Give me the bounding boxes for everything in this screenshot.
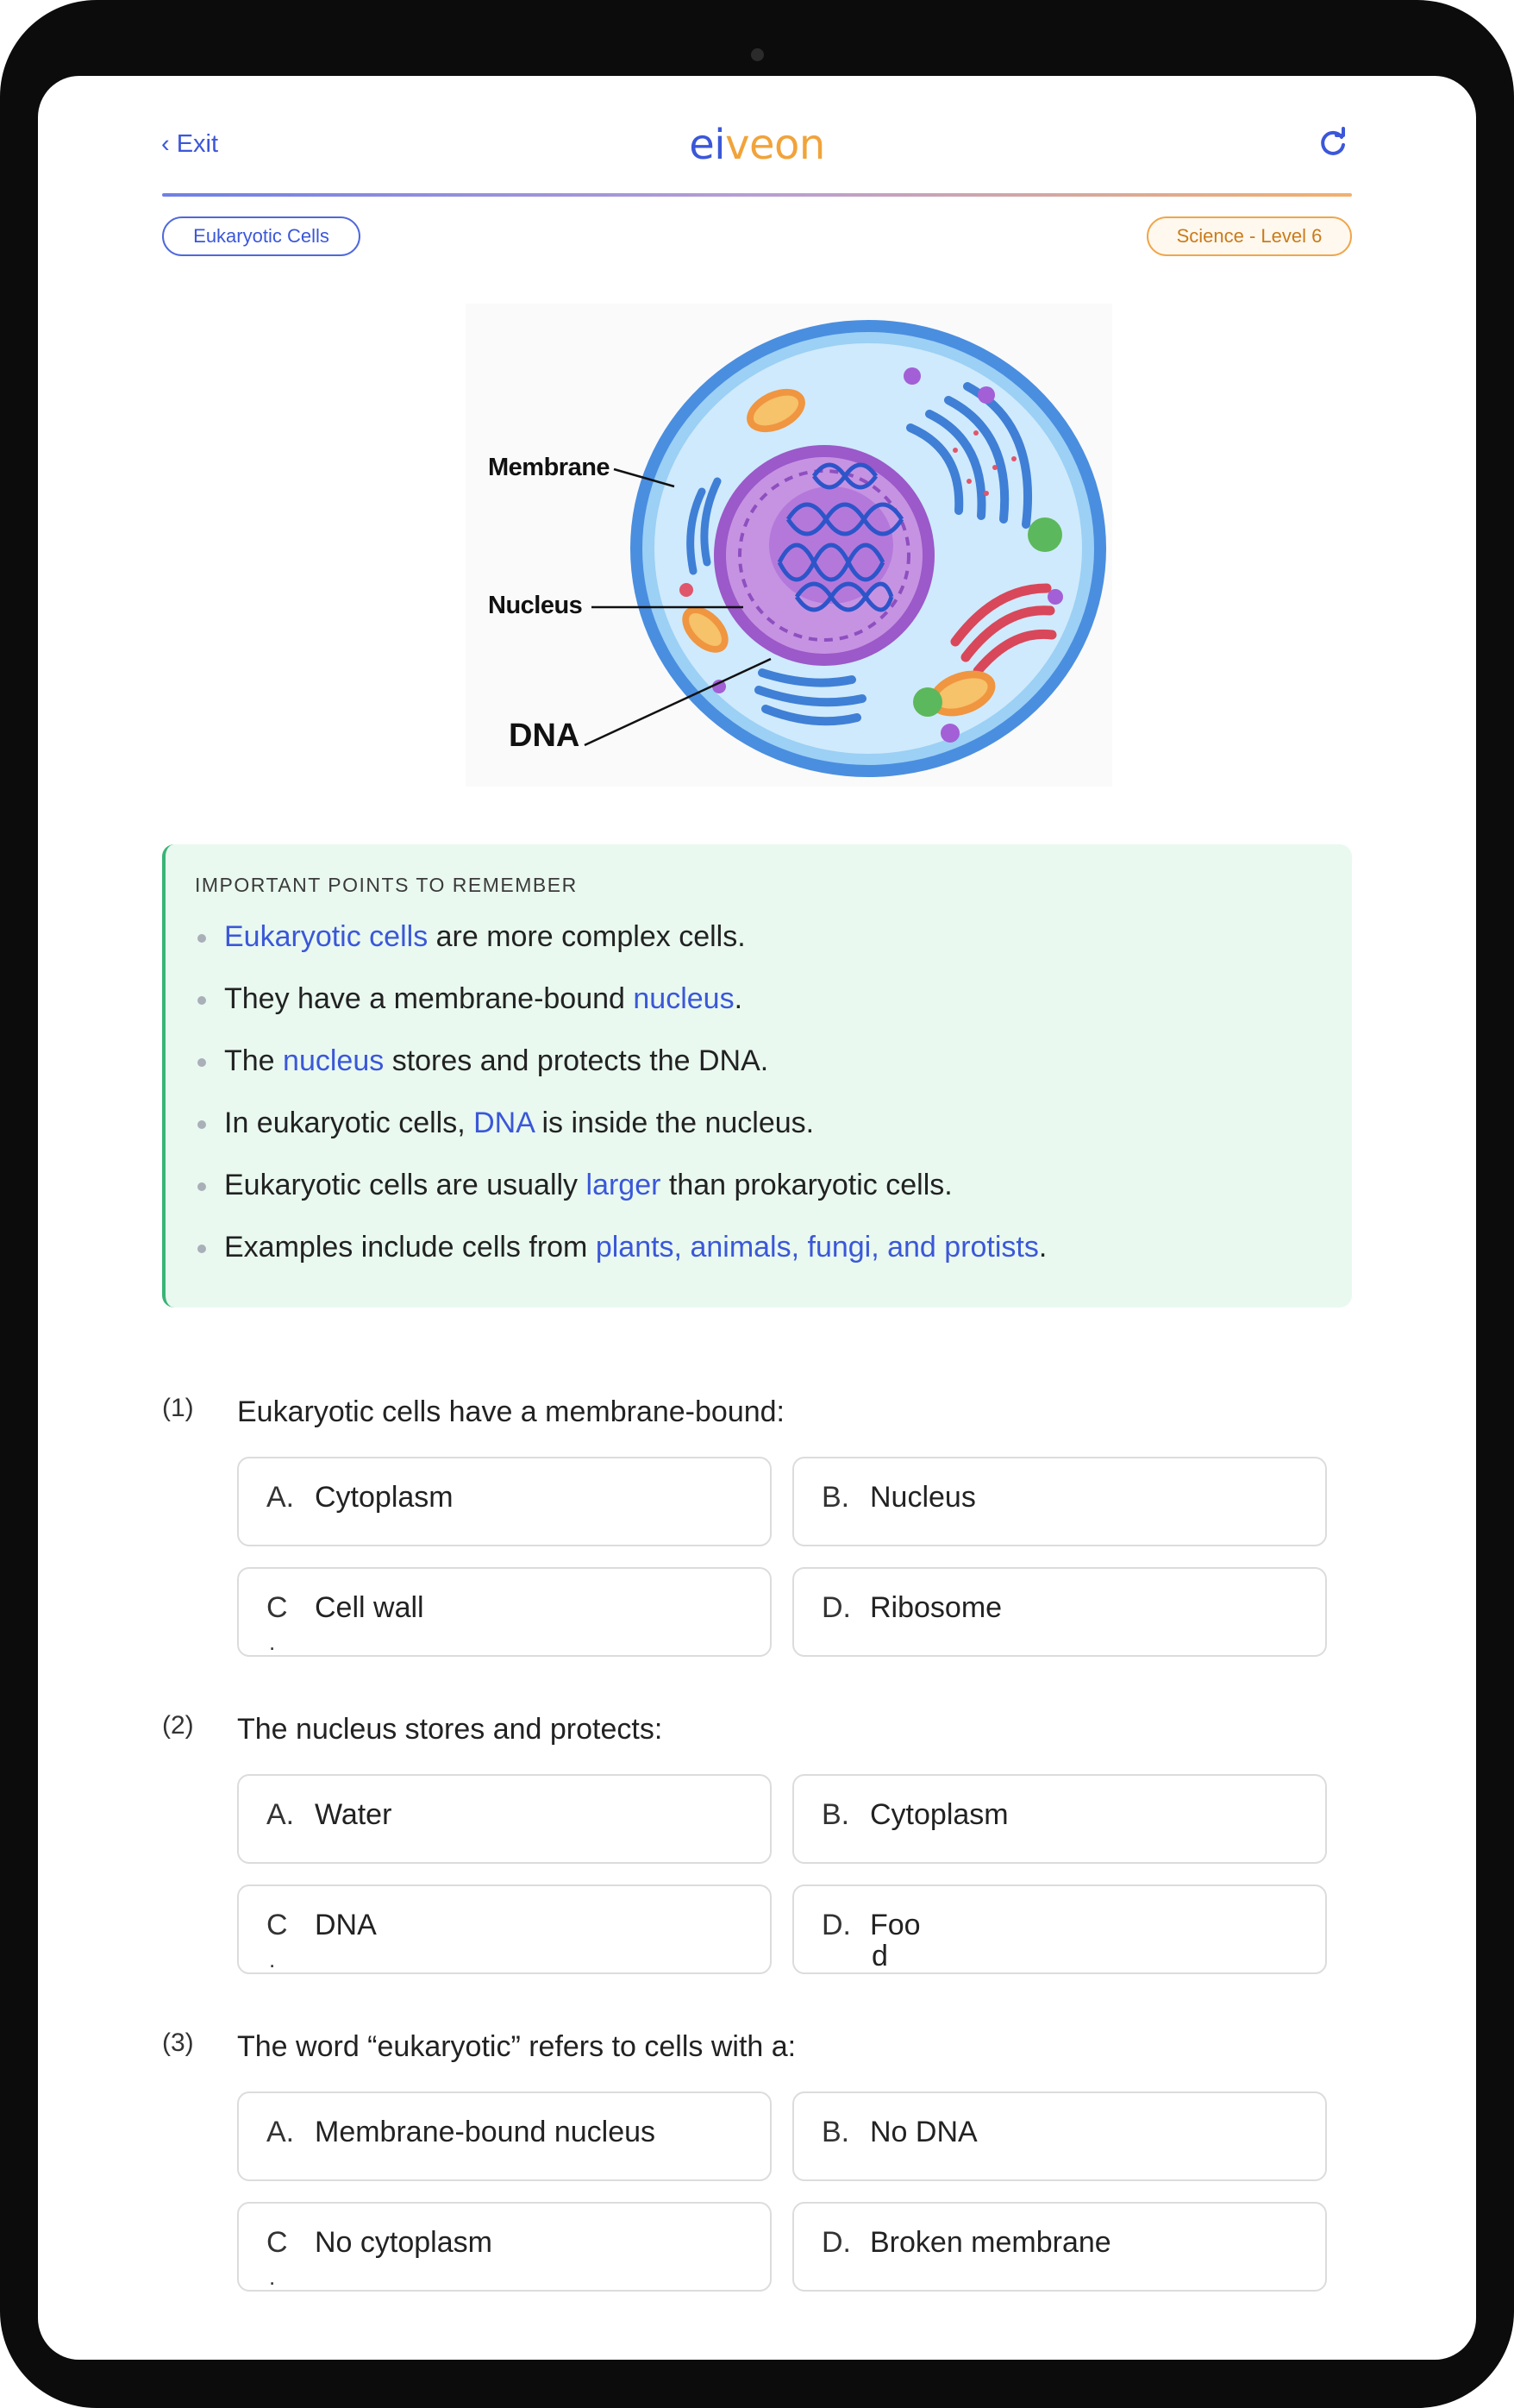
option-d[interactable] [792, 2202, 1327, 2292]
camera-dot [751, 48, 764, 61]
option-letter: C [266, 1591, 288, 1624]
option-letter: C [266, 2226, 288, 2259]
option-text: Foo [870, 1909, 921, 1941]
option-letter: D. [822, 1909, 851, 1941]
topic-chip: Eukaryotic Cells [162, 216, 360, 256]
point-item [195, 1098, 1352, 1160]
option-letter: B. [822, 1481, 850, 1514]
question-text: The nucleus stores and protects: [237, 1713, 663, 1746]
option-text: Cell wall [315, 1591, 424, 1624]
option-d[interactable] [792, 1884, 1327, 1974]
question-text: The word “eukaryotic” refers to cells with a: [237, 2030, 797, 2063]
option-text: Broken membrane [870, 2226, 1111, 2259]
option-letter: A. [266, 1798, 295, 1831]
point-highlight: nucleus [633, 982, 735, 1015]
option-text: Nucleus [870, 1481, 976, 1514]
point-text: In eukaryotic cells, [224, 1107, 474, 1139]
option-letter: B. [822, 1798, 850, 1831]
option-a[interactable] [237, 1457, 772, 1546]
option-letter: C [266, 1909, 288, 1941]
option-c[interactable] [237, 2202, 772, 2292]
point-item [195, 974, 1352, 1036]
option-text: Cytoplasm [870, 1798, 1009, 1831]
cell-illustration [435, 304, 1116, 787]
logo-part-1: ei [689, 121, 726, 169]
point-text: Eukaryotic cells are usually [224, 1169, 586, 1201]
point-text: Examples include cells from [224, 1231, 596, 1264]
option-letter: D. [822, 2226, 851, 2259]
option-c[interactable] [237, 1567, 772, 1657]
point-highlight: Eukaryotic cells [224, 920, 429, 953]
point-text: The [224, 1044, 284, 1077]
option-text-wrap: d [872, 1940, 888, 1972]
important-points-panel [162, 844, 1352, 1307]
points-title: IMPORTANT POINTS TO REMEMBER [195, 874, 578, 896]
point-item [195, 1222, 1352, 1284]
option-letter: B. [822, 2116, 850, 2148]
screen [38, 76, 1476, 2360]
option-text: Ribosome [870, 1591, 1003, 1624]
exit-button[interactable]: ‹ Exit [161, 130, 219, 158]
label-nucleus: Nucleus [488, 592, 583, 619]
label-membrane: Membrane [488, 454, 610, 481]
option-text: Membrane-bound nucleus [315, 2116, 656, 2148]
option-letter: A. [266, 1481, 295, 1514]
question-number: (1) [162, 1394, 194, 1422]
level-chip: Science - Level 6 [1147, 216, 1352, 256]
option-letter: D. [822, 1591, 851, 1624]
question-number: (2) [162, 1711, 194, 1740]
option-text: Cytoplasm [315, 1481, 454, 1514]
refresh-icon[interactable] [1316, 126, 1350, 160]
option-a[interactable] [237, 2091, 772, 2181]
points-list [195, 912, 1352, 1284]
point-text: is inside the nucleus. [534, 1107, 815, 1139]
option-letter-dot: . [269, 1629, 276, 1655]
point-text: stores and protects the DNA. [384, 1044, 769, 1077]
point-highlight: DNA [473, 1107, 535, 1139]
question-number: (3) [162, 2029, 194, 2057]
option-letter: A. [266, 2116, 295, 2148]
option-b[interactable] [792, 1774, 1327, 1864]
point-text: They have a membrane-bound [224, 982, 634, 1015]
cell-diagram [435, 304, 1116, 787]
option-c[interactable] [237, 1884, 772, 1974]
option-text: Water [315, 1798, 392, 1831]
label-dna: DNA [509, 718, 580, 754]
point-item [195, 1160, 1352, 1222]
point-item [195, 912, 1352, 974]
point-item [195, 1036, 1352, 1098]
app-logo [38, 121, 1476, 169]
point-text: are more complex cells. [428, 920, 746, 953]
option-text: No DNA [870, 2116, 978, 2148]
header-divider [162, 193, 1352, 197]
point-text: . [734, 982, 743, 1015]
option-text: No cytoplasm [315, 2226, 492, 2259]
point-highlight: plants, animals, fungi, and protists [595, 1231, 1039, 1264]
point-highlight: nucleus [283, 1044, 385, 1077]
option-d[interactable] [792, 1567, 1327, 1657]
point-text: than prokaryotic cells. [660, 1169, 953, 1201]
option-b[interactable] [792, 2091, 1327, 2181]
option-b[interactable] [792, 1457, 1327, 1546]
logo-part-2: veon [725, 121, 825, 169]
option-text: DNA [315, 1909, 377, 1941]
question-text: Eukaryotic cells have a membrane-bound: [237, 1395, 785, 1428]
option-letter-dot: . [269, 2264, 276, 2290]
point-text: . [1038, 1231, 1048, 1264]
option-a[interactable] [237, 1774, 772, 1864]
option-letter-dot: . [269, 1947, 276, 1972]
point-highlight: larger [585, 1169, 661, 1201]
